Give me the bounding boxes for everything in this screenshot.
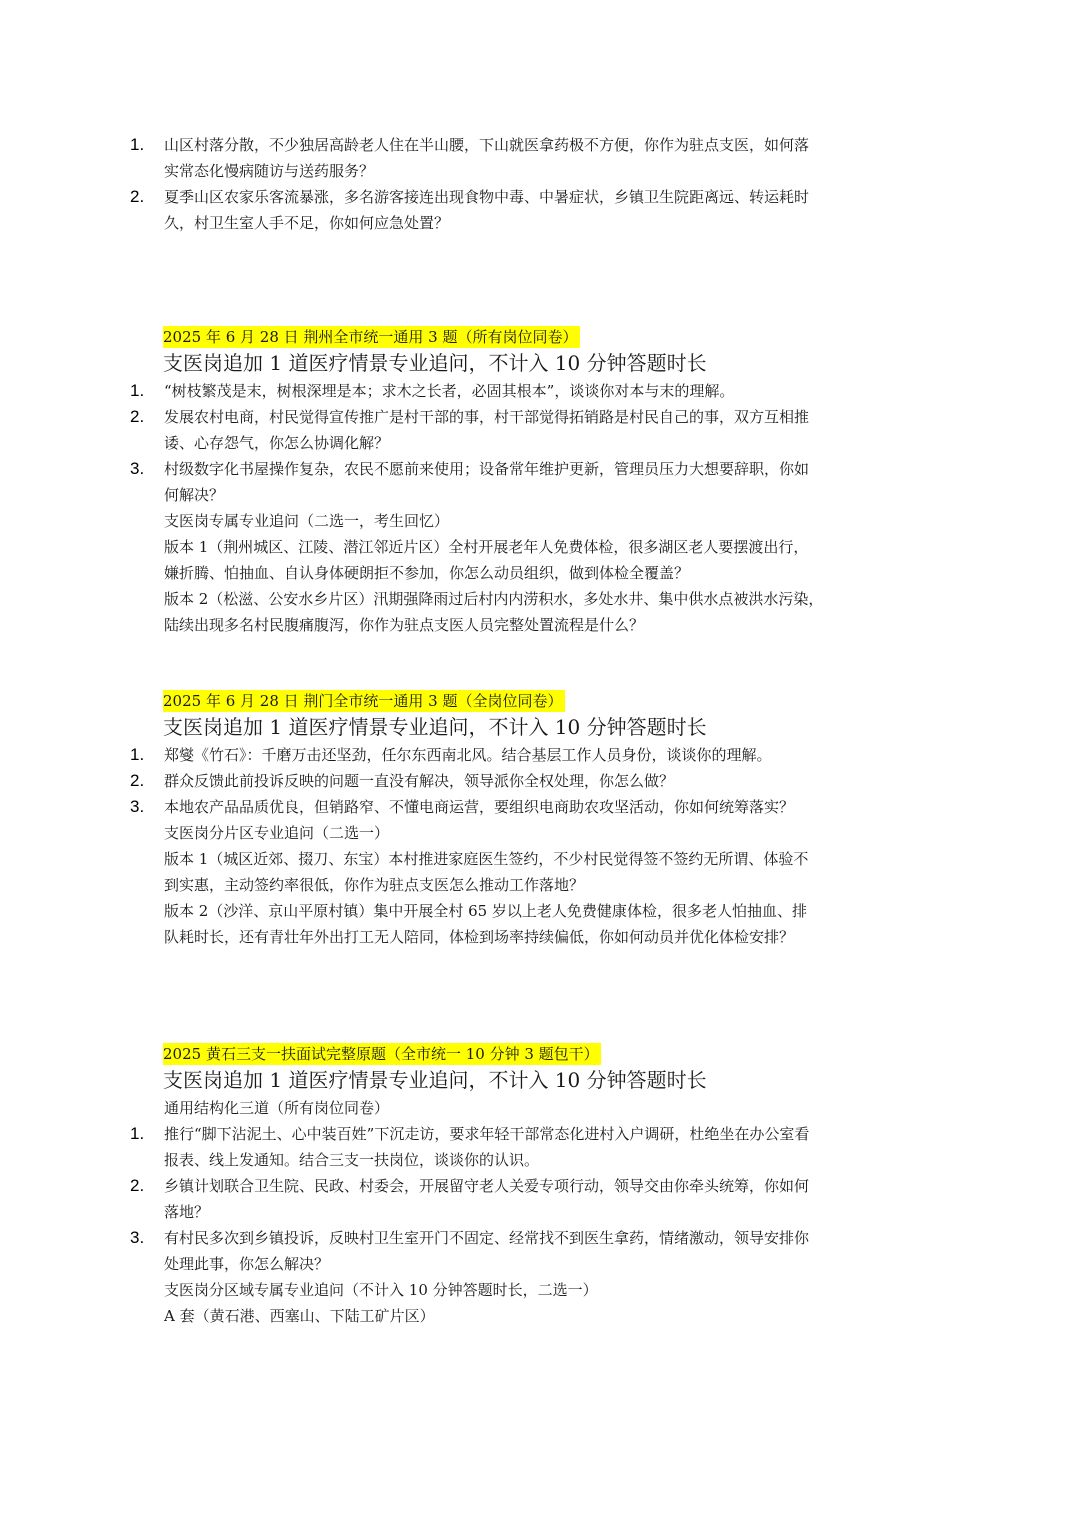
- item-number: 3.: [130, 459, 145, 478]
- followup-line: [0, 560, 1080, 586]
- list-item: [0, 184, 1080, 210]
- list-item-continuation: [0, 430, 1080, 456]
- item-text: 诿、心存怨气，你怎么协调化解？: [164, 434, 390, 452]
- item-text: 本地农产品品质优良，但销路窄、不懂电商运营，要组织电商助农攻坚活动，你如何统筹落实？: [164, 798, 795, 816]
- item-text: 落地？: [164, 1203, 210, 1221]
- list-item: [0, 742, 1080, 768]
- followup-text: 支医岗分区域专属专业追问（不计入 10 分钟答题时长，二选一）: [164, 1281, 598, 1299]
- followup-line: [0, 586, 1080, 612]
- heading-row: [0, 1043, 1080, 1067]
- heading-row: [0, 326, 1080, 350]
- item-number: 1.: [130, 381, 145, 400]
- subheading-row: [0, 350, 1080, 378]
- list-item: [0, 1121, 1080, 1147]
- followup-text: 版本 1（荆州城区、江陵、潜江邻近片区）全村开展老年人免费体检，很多湖区老人要摆渡出行，: [164, 538, 809, 556]
- followup-text: A 套（黄石港、西塞山、下陆工矿片区）: [164, 1307, 435, 1325]
- subheading-row: [0, 1067, 1080, 1095]
- question-list-rural: [0, 132, 1080, 236]
- section-heading: 2025 年 6 月 28 日 荆州全市统一通用 3 题（所有岗位同卷）: [163, 328, 578, 346]
- followup-text: 陆续出现多名村民腹痛腹泻，你作为驻点支医人员完整处置流程是什么？: [164, 616, 645, 634]
- item-number: 2.: [130, 771, 145, 790]
- list-item: [0, 378, 1080, 404]
- list-item-continuation: [0, 1199, 1080, 1225]
- followup-line: [0, 612, 1080, 638]
- followup-text: 版本 2（沙洋、京山平原村镇）集中开展全村 65 岁以上老人免费健康体检，很多老人怕抽血、排: [164, 902, 807, 920]
- followup-title: [0, 820, 1080, 846]
- section-huangshi: [0, 1043, 1080, 1329]
- followup-text: 队耗时长，还有青壮年外出打工无人陪同，体检到场率持续偏低，你如何动员并优化体检安排？: [164, 928, 795, 946]
- item-text: 郑燮《竹石》：千磨万击还坚劲，任尔东西南北风。结合基层工作人员身份，谈谈你的理解。: [164, 746, 772, 764]
- followup-line: [0, 898, 1080, 924]
- item-text: “树枝繁茂是末，树根深埋是本；求木之长者，必固其根本”，谈谈你对本与末的理解。: [164, 382, 735, 400]
- section-heading: 2025 年 6 月 28 日 荆门全市统一通用 3 题（全岗位同卷）: [163, 692, 563, 710]
- item-number: 2.: [130, 407, 145, 426]
- followup-title: [0, 1277, 1080, 1303]
- section-intro-row: [0, 1095, 1080, 1121]
- followup-line: [0, 1303, 1080, 1329]
- item-text: 处理此事，你怎么解决？: [164, 1255, 330, 1273]
- item-number: 3.: [130, 1228, 145, 1247]
- followup-text: 版本 2（松滋、公安水乡片区）汛期强降雨过后村内内涝积水，多处水井、集中供水点被洪水污染，: [164, 590, 824, 608]
- followup-text: 支医岗专属专业追问（二选一，考生回忆）: [164, 512, 450, 530]
- section-intro: 通用结构化三道（所有岗位同卷）: [164, 1099, 390, 1117]
- item-number: 1.: [130, 745, 145, 764]
- item-number: 3.: [130, 797, 145, 816]
- list-item: [0, 456, 1080, 482]
- list-item-continuation: [0, 482, 1080, 508]
- section-subheading: 支医岗追加 1 道医疗情景专业追问，不计入 10 分钟答题时长: [163, 351, 707, 375]
- followup-line: [0, 534, 1080, 560]
- item-text: 报表、线上发通知。结合三支一扶岗位，谈谈你的认识。: [164, 1151, 540, 1169]
- followup-text: 支医岗分片区专业追问（二选一）: [164, 824, 390, 842]
- followup-text: 到实惠，主动签约率很低，你作为驻点支医怎么推动工作落地？: [164, 876, 585, 894]
- followup-line: [0, 872, 1080, 898]
- item-number: 2.: [130, 1176, 145, 1195]
- followup-title: [0, 508, 1080, 534]
- list-item-continuation: [0, 210, 1080, 236]
- section-jingmen: [0, 690, 1080, 950]
- followup-text: 版本 1（城区近郊、掇刀、东宝）本村推进家庭医生签约，不少村民觉得签不签约无所谓、体验不: [164, 850, 809, 868]
- section-jingzhou: [0, 326, 1080, 638]
- item-text: 久，村卫生室人手不足，你如何应急处置？: [164, 214, 450, 232]
- item-text: 何解决？: [164, 486, 225, 504]
- list-item: [0, 1173, 1080, 1199]
- list-item: [0, 1225, 1080, 1251]
- item-text: 发展农村电商，村民觉得宣传推广是村干部的事，村干部觉得拓销路是村民自己的事，双方互相推: [164, 408, 810, 426]
- item-text: 实常态化慢病随访与送药服务？: [164, 162, 375, 180]
- section-heading: 2025 黄石三支一扶面试完整原题（全市统一 10 分钟 3 题包干）: [163, 1045, 599, 1063]
- item-text: 群众反馈此前投诉反映的问题一直没有解决，领导派你全权处理，你怎么做？: [164, 772, 675, 790]
- followup-line: [0, 924, 1080, 950]
- item-text: 有村民多次到乡镇投诉，反映村卫生室开门不固定、经常找不到医生拿药，情绪激动，领导安排你: [164, 1229, 810, 1247]
- subheading-row: [0, 714, 1080, 742]
- item-text: 村级数字化书屋操作复杂，农民不愿前来使用；设备常年维护更新，管理员压力大想要辞职，你如: [164, 460, 810, 478]
- item-text: 乡镇计划联合卫生院、民政、村委会，开展留守老人关爱专项行动，领导交由你牵头统筹，你如何: [164, 1177, 810, 1195]
- list-item: [0, 794, 1080, 820]
- list-item: [0, 404, 1080, 430]
- followup-line: [0, 846, 1080, 872]
- item-text: 推行“脚下沾泥土、心中装百姓”下沉走访，要求年轻干部常态化进村入户调研，杜绝坐在办公室看: [164, 1125, 810, 1143]
- list-item: [0, 132, 1080, 158]
- list-item: [0, 768, 1080, 794]
- item-number: 2.: [130, 187, 145, 206]
- list-item-continuation: [0, 158, 1080, 184]
- item-number: 1.: [130, 135, 145, 154]
- list-item-continuation: [0, 1251, 1080, 1277]
- section-subheading: 支医岗追加 1 道医疗情景专业追问，不计入 10 分钟答题时长: [163, 1068, 707, 1092]
- followup-text: 嫌折腾、怕抽血、自认身体硬朗拒不参加，你怎么动员组织，做到体检全覆盖？: [164, 564, 690, 582]
- item-number: 1.: [130, 1124, 145, 1143]
- section-subheading: 支医岗追加 1 道医疗情景专业追问，不计入 10 分钟答题时长: [163, 715, 707, 739]
- heading-row: [0, 690, 1080, 714]
- item-text: 夏季山区农家乐客流暴涨，多名游客接连出现食物中毒、中暑症状，乡镇卫生院距离远、转运耗时: [164, 188, 810, 206]
- list-item-continuation: [0, 1147, 1080, 1173]
- item-text: 山区村落分散，不少独居高龄老人住在半山腰，下山就医拿药极不方便，你作为驻点支医，如何落: [164, 136, 810, 154]
